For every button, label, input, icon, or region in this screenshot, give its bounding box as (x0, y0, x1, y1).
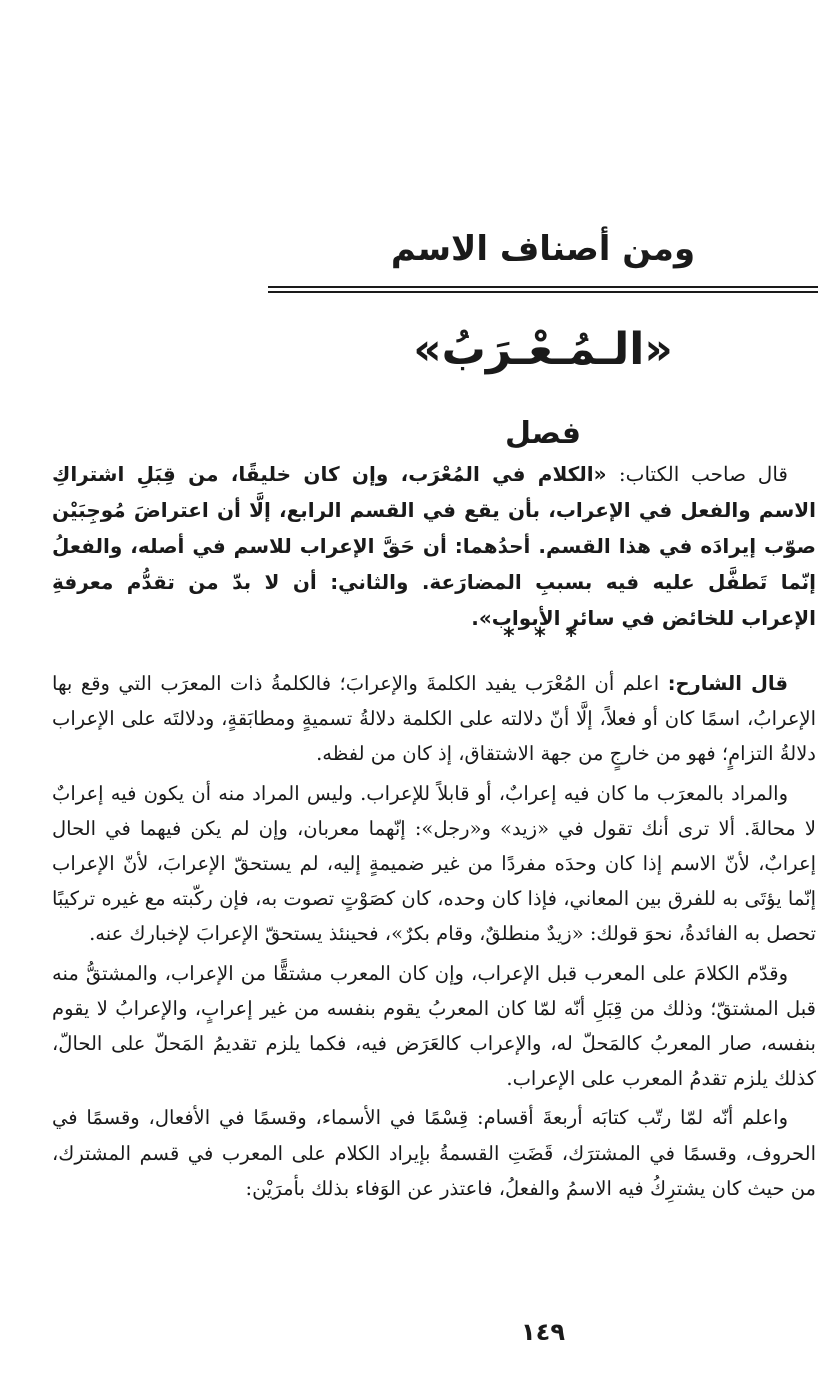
chapter-title: ومن أصناف الاسم (390, 229, 696, 269)
commentary-paragraph: والمراد بالمعرَب ما كان فيه إعرابٌ، أو قابلاً للإعراب. وليس المراد منه أن يكون فيه إعرابٌ لا محالةَ. ألا ترى أنك تقول في «زيد» و«رجل»: إنّهما معربان، وإن لم يكن فيهما في الحال إعرابٌ، لأنّ الاسم إذا كان وحدَه مفردًا من غير ضميمةٍ إليه، لم يستحقّ الإعرابَ، لأنّ الإعراب إنّما يؤتَى به للفرق بين المعاني، فإذا كان وحده، كان كصَوْتٍ تصوت به، فإن ركّبته مع غيره تركيبًا تحصل به الفائدةُ، نحوَ قولك: «زيدٌ منطلقٌ، وقام بكرٌ»، فحينئذ يستحقّ الإعرابَ لإخبارك عنه. (52, 781, 816, 946)
author-quote (52, 456, 816, 636)
quote-paragraph (52, 456, 816, 636)
page-number: ١٤٩ (521, 1318, 565, 1346)
commentary-paragraph: واعلم أنّه لمّا رتّب كتابَه أربعةَ أقسام: قِسْمًا في الأسماء، وقسمًا في الأفعال، وقسمًا في الحروف، وقسمًا في المشترَك، قَضَتِ القسمةُ بإيراد الكلام على المعرب في قسم المشترك، من حيث كان يشترِكُ فيه الاسمُ والفعلُ، فاعتذر عن الوَفاء بذلك بأمرَيْن: (52, 1106, 816, 1200)
paragraph-text: اعلم أن المُعْرَب يفيد الكلمةَ والإعرابَ؛ فالكلمةُ ذات المعرَب التي وقع بها الإعرابُ، اسمًا كان أو فعلاً، إلَّا أنّ دلالته على الكلمة دلالةُ تسميةٍ ومطابَقةٍ، ودلالتَه على الإعراب دلالةُ التزامٍ؛ فهو من خارجٍ من جهة الاشتقاق، إذ كان من لفظه. (52, 672, 816, 766)
commentary-paragraph: وقدّم الكلامَ على المعرب قبل الإعراب، وإن كان المعرب مشتقًّا من الإعراب، والمشتقُّ منه قبل المشتقّ؛ وذلك من قِبَلِ أنّه لمّا كان المعربُ يقوم بنفسه من غير إعرابٍ، والإعرابُ لا يقوم بنفسه، صار المعربُ كالمَحلّ له، والإعراب كالعَرَض فيه، فكما يلزم تقديمُ المَحلّ على الحالّ، كذلك يلزم تقدمُ المعرب على الإعراب. (52, 961, 816, 1091)
commentary-speaker: قال الشارح: (667, 672, 788, 695)
section-title: «الـمُـعْـرَبُ» (413, 324, 673, 375)
commentary (52, 666, 816, 1206)
title-rule-bottom (268, 291, 818, 293)
section-separator: * * * (503, 624, 583, 649)
commentary-paragraph (52, 666, 816, 772)
title-rule-top (268, 286, 818, 288)
quote-text: «الكلام في المُعْرَب، وإن كان خليقًا، من قِبَلِ اشتراكِ الاسم والفعل في الإعراب، بأن يقع في القسم الرابع، إلَّا أن اعتراضَ مُوجِبَيْن صوّب إيرادَه في هذا القسم. أحدُهما: أن حَقَّ الإعراب للاسم في أصله، والفعلُ إنّما تَطفَّل عليه فيه بسببِ المضارَعة. والثاني: أن لا بدّ من تقدُّم معرفةِ الإعراب للخائض في سائر الأبواب». (52, 462, 816, 630)
quote-lead: قال صاحب الكتاب: (618, 462, 788, 486)
subheading: فصل (505, 416, 581, 451)
